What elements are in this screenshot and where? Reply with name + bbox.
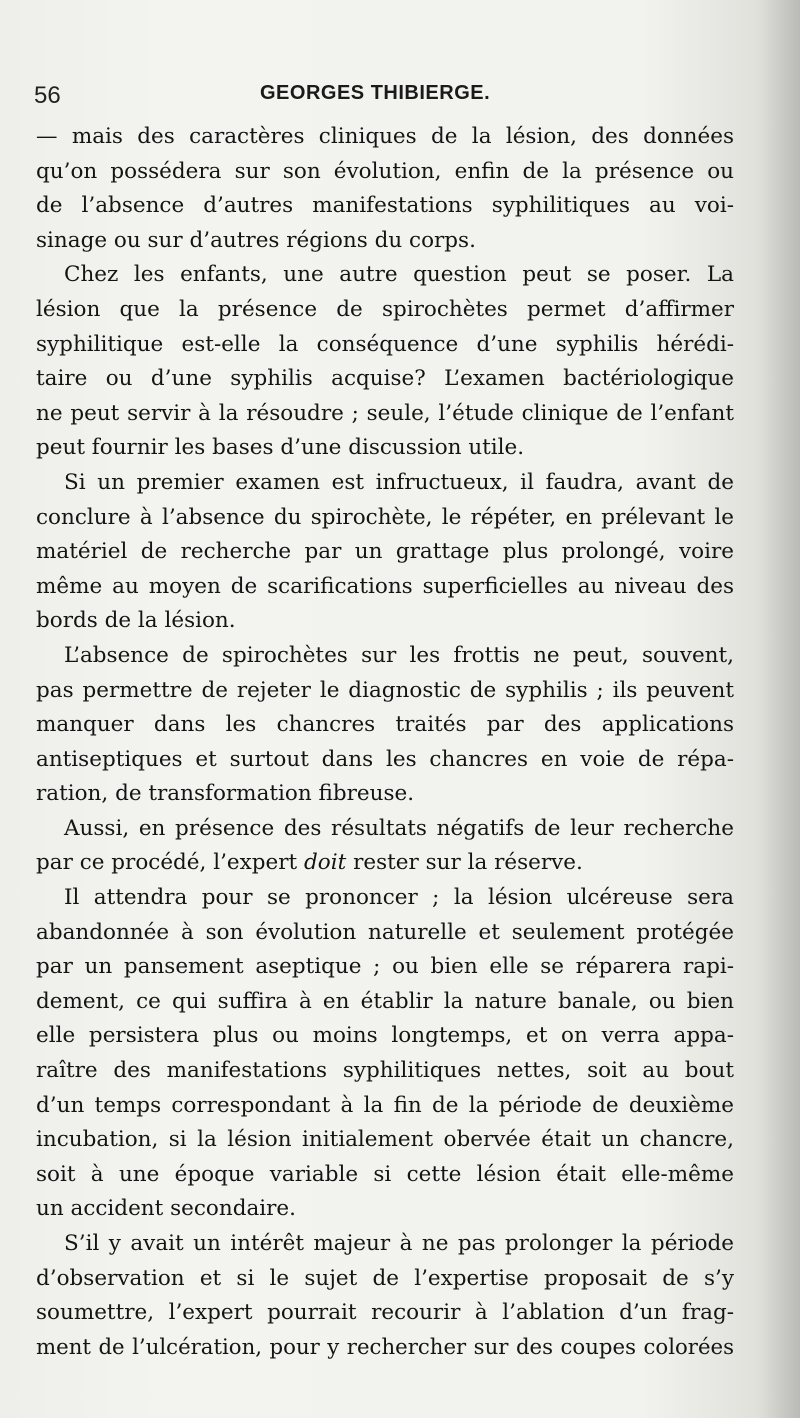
text-line: abandonnée à son évolution naturelle et seulement protégée — [36, 919, 734, 945]
text-line: L’absence de spirochètes sur les frottis ne peut, souvent, — [64, 642, 734, 668]
text-line: manquer dans les chancres traités par des applications — [36, 712, 734, 738]
text-line: elle persistera plus ou moins longtemps, et on verra appa- — [36, 1023, 734, 1049]
text-line: — mais des caractères cliniques de la lésion, des données — [36, 124, 734, 149]
text-line: bords de la lésion. — [36, 608, 236, 634]
text-line: lésion que la présence de spirochètes permet d’affirmer — [36, 296, 734, 322]
running-head: GEORGES THIBIERGE. — [260, 82, 491, 104]
text-line: d’un temps correspondant à la fin de la période de deuxième — [36, 1092, 734, 1118]
text-line: Aussi, en présence des résultats négatifs de leur recherche — [64, 815, 734, 841]
body-text — [36, 120, 734, 1365]
text-line: Il attendra pour se prononcer ; la lésion ulcéreuse sera — [64, 885, 734, 911]
text-line: soumettre, l’expert pourrait recourir à l’ablation d’un frag- — [36, 1300, 734, 1326]
text-line: peut fournir les bases d’une discussion utile. — [36, 435, 525, 461]
text-line: qu’on possédera sur son évolution, enfin de la présence ou — [36, 158, 734, 184]
text-line: ment de l’ulcération, pour y rechercher sur des coupes colorées — [36, 1334, 734, 1360]
text-line: par un pansement aseptique ; ou bien elle se réparera rapi- — [36, 954, 734, 980]
text-line: sinage ou sur d’autres régions du corps. — [36, 227, 476, 253]
text-line: un accident secondaire. — [36, 1196, 296, 1222]
text-line: pas permettre de rejeter le diagnostic de syphilis ; ils peuvent — [36, 677, 734, 703]
text-line: de l’absence d’autres manifestations syphilitiques au voi- — [36, 193, 734, 219]
text-line: antiseptiques et surtout dans les chancres en voie de répa- — [36, 746, 734, 772]
text-line: conclure à l’absence du spirochète, le répéter, en prélevant le — [36, 504, 734, 530]
text-segment: par ce procédé, l’expert — [36, 850, 304, 876]
page-number: 56 — [34, 82, 61, 109]
text-line — [36, 846, 734, 881]
text-line: Si un premier examen est infructueux, il faudra, avant de — [64, 469, 734, 495]
text-line: S’il y avait un intérêt majeur à ne pas prolonger la période — [64, 1231, 734, 1256]
text-line: soit à une époque variable si cette lésion était elle-même — [36, 1161, 734, 1187]
text-line: raître des manifestations syphilitiques nettes, soit au bout — [36, 1058, 734, 1084]
text-line: Chez les enfants, une autre question peut se poser. La — [64, 262, 734, 288]
text-line: dement, ce qui suffira à en établir la nature banale, ou bien — [36, 988, 734, 1014]
page-header — [34, 78, 754, 112]
page-edge-shadow — [760, 0, 800, 1418]
text-line: même au moyen de scarifications superficielles au niveau des — [36, 573, 734, 599]
text-line: syphilitique est-elle la conséquence d’une syphilis hérédi- — [36, 331, 734, 357]
text-segment: rester sur la réserve. — [346, 850, 583, 876]
text-line: ration, de transformation fibreuse. — [36, 781, 415, 807]
text-line: taire ou d’une syphilis acquise? L’examen bactériologique — [36, 366, 734, 392]
text-line: matériel de recherche par un grattage plus prolongé, voire — [36, 539, 734, 565]
text-line: ne peut servir à la résoudre ; seule, l’étude clinique de l’enfant — [36, 400, 734, 426]
text-line: incubation, si la lésion initialement obervée était un chancre, — [36, 1127, 734, 1153]
emphasized-word: doit — [304, 850, 347, 876]
text-line: d’observation et si le sujet de l’expertise proposait de s’y — [36, 1265, 734, 1291]
